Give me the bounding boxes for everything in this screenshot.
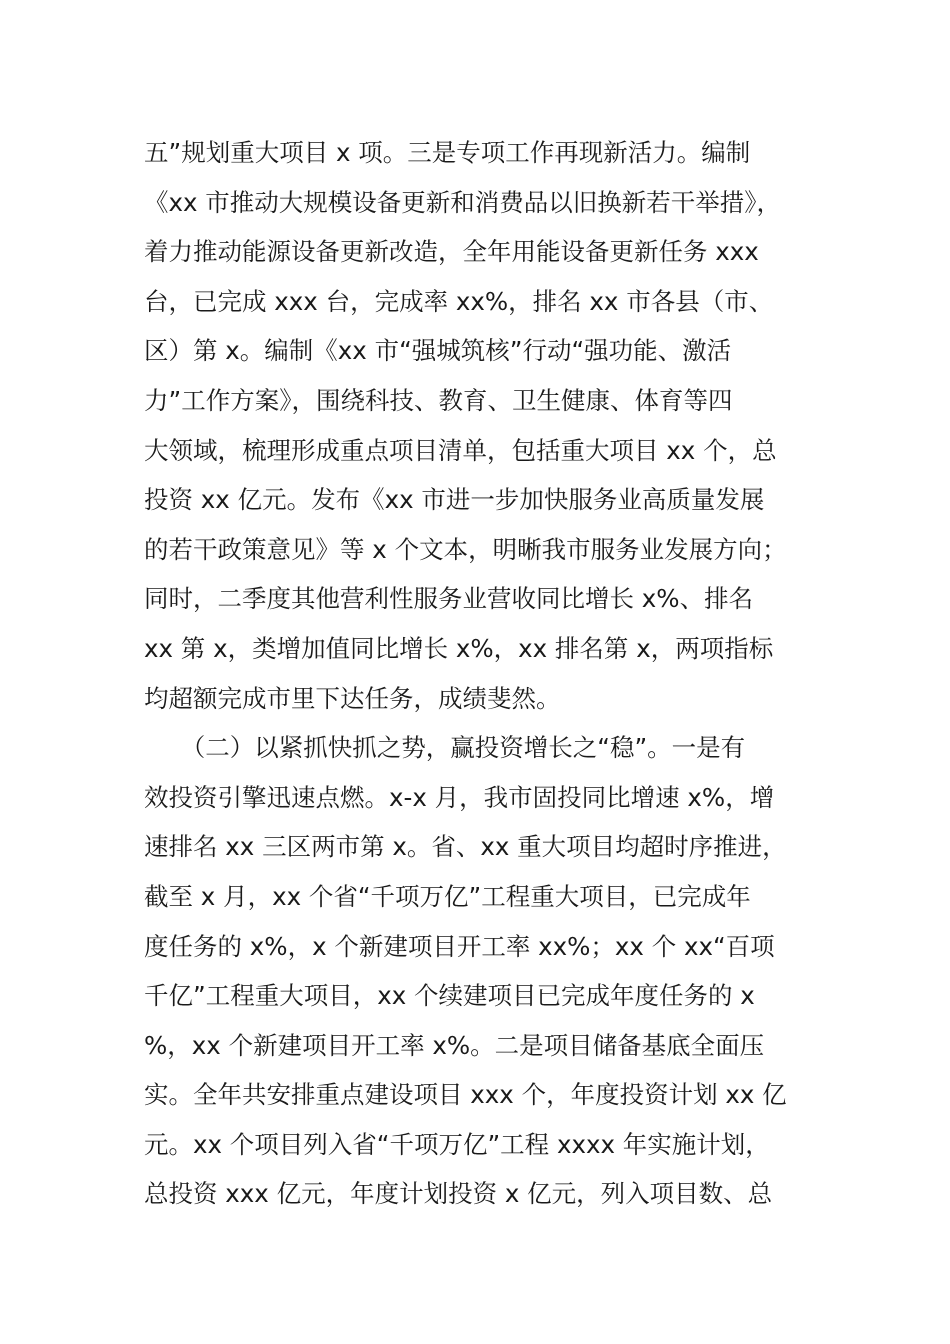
body-text bbox=[144, 128, 814, 1219]
text-line: 度任务的 x%，x 个新建项目开工率 xx%；xx 个 xx“百项 bbox=[144, 931, 775, 961]
text-line: 千亿”工程重大项目，xx 个续建项目已完成年度任务的 x bbox=[144, 981, 755, 1011]
text-line: 投资 xx 亿元。发布《xx 市进一步加快服务业高质量发展 bbox=[144, 485, 765, 515]
text-line: 总投资 xxx 亿元，年度计划投资 x 亿元，列入项目数、总 bbox=[144, 1179, 773, 1209]
text-line: xx 第 x，类增加值同比增长 x%，xx 排名第 x，两项指标 bbox=[144, 633, 774, 663]
text-line: 五”规划重大项目 x 项。三是专项工作再现新活力。编制 bbox=[144, 138, 751, 167]
text-line: 同时，二季度其他营利性服务业营收同比增长 x%、排名 bbox=[144, 584, 754, 614]
text-line: 着力推动能源设备更新改造，全年用能设备更新任务 xxx bbox=[144, 237, 759, 267]
text-line: 力”工作方案》，围绕科技、教育、卫生健康、体育等四 bbox=[144, 385, 733, 415]
text-line: 区）第 x。编制《xx 市“强城筑核”行动“强功能、激活 bbox=[144, 336, 732, 366]
text-line: %，xx 个新建项目开工率 x%。二是项目储备基底全面压 bbox=[144, 1030, 765, 1060]
text-line: 的若干政策意见》等 x 个文本，明晰我市服务业发展方向； bbox=[144, 534, 787, 564]
text-line: 速排名 xx 三区两市第 x。省、xx 重大项目均超时序推进， bbox=[144, 832, 787, 862]
text-line: 效投资引擎迅速点燃。x-x 月，我市固投同比增速 x%，增 bbox=[144, 782, 775, 812]
text-line: 《xx 市推动大规模设备更新和消费品以旧换新若干举措》， bbox=[144, 187, 782, 217]
text-line: 截至 x 月，xx 个省“千项万亿”工程重大项目，已完成年 bbox=[144, 881, 751, 911]
text-line: 大领域，梳理形成重点项目清单，包括重大项目 xx 个，总 bbox=[144, 435, 777, 465]
text-line: 均超额完成市里下达任务，成绩斐然。 bbox=[144, 683, 561, 713]
text-line: 元。xx 个项目列入省“千项万亿”工程 xxxx 年实施计划， bbox=[144, 1129, 770, 1159]
text-line: （二）以紧抓快抓之势，赢投资增长之“稳”。一是有 bbox=[144, 733, 746, 763]
text-line: 台，已完成 xxx 台，完成率 xx%，排名 xx 市各县（市、 bbox=[144, 286, 774, 316]
text-line: 实。全年共安排重点建设项目 xxx 个，年度投资计划 xx 亿 bbox=[144, 1080, 787, 1110]
